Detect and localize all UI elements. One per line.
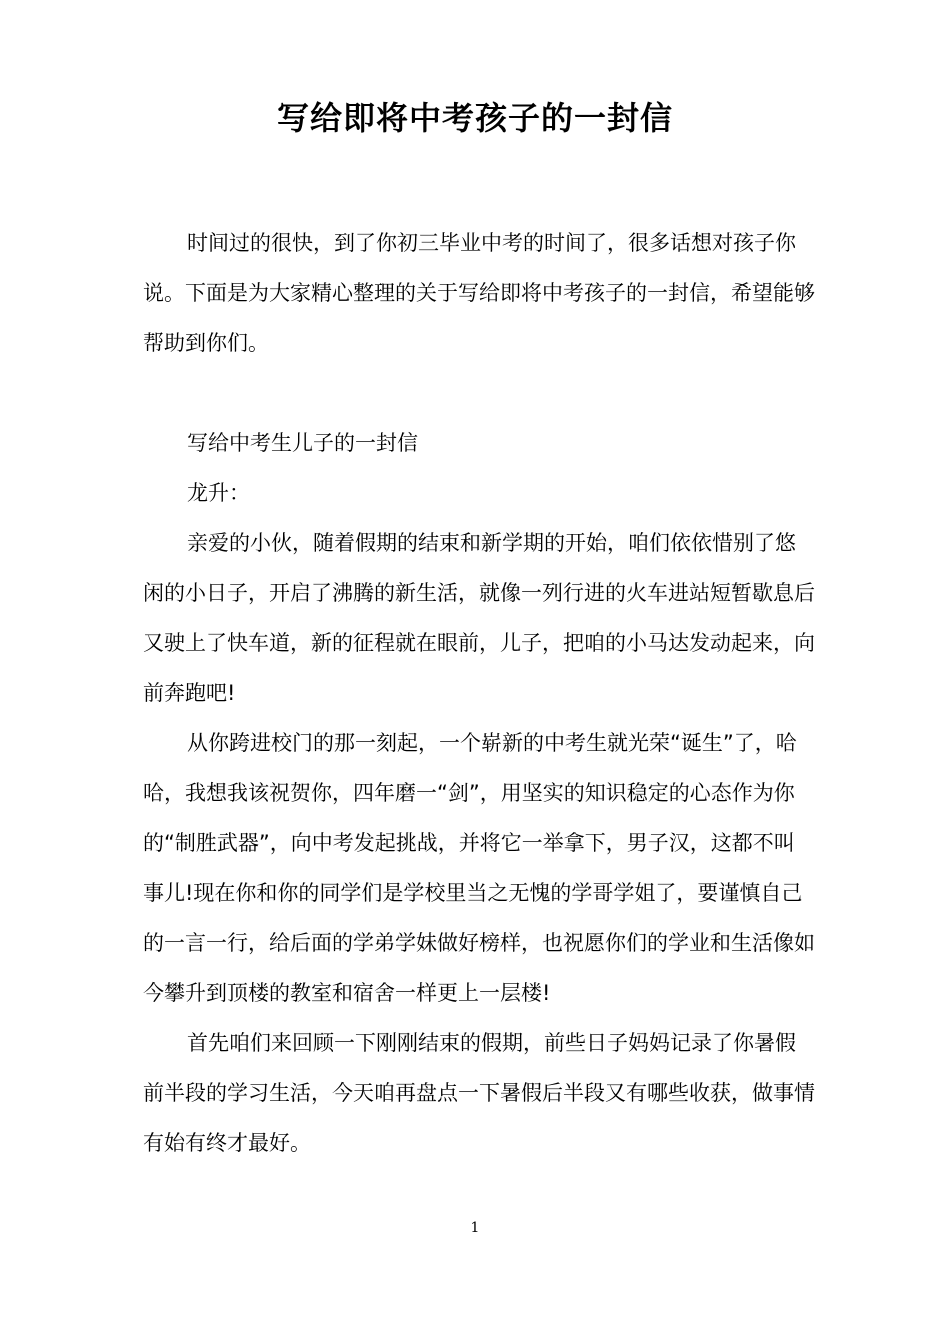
letter-heading: 写给中考生儿子的一封信 — [187, 431, 418, 455]
page-number: 1 — [470, 1220, 480, 1236]
document-title: 写给即将中考孩子的一封信 — [276, 99, 673, 137]
letter-salutation: 龙升： — [187, 481, 250, 505]
body-paragraph: 首先咱们来回顾一下刚刚结束的假期，前些日子妈妈记录了你暑假前半段的学习生活，今天咱再盘点一下暑假后半段又有哪些收获，做事情有始有终才最好。 — [143, 1031, 815, 1155]
intro-paragraph: 时间过的很快，到了你初三毕业中考的时间了，很多话想对孩子你说。下面是为大家精心整理的关于写给即将中考孩子的一封信，希望能够帮助到你们。 — [143, 231, 815, 355]
body-paragraph: 从你跨进校门的那一刻起，一个崭新的中考生就光荣“诞生”了，哈哈，我想我该祝贺你，四年磨一“剑”，用坚实的知识稳定的心态作为你的“制胜武器”，向中考发起挑战，并将它一举拿下，男子汉，这都不叫事儿!现在你和你的同学们是学校里当之无愧的学哥学姐了，要谨慎自己的一言一行，给后面的学弟学妹做好榜样，也祝愿你们的学业和生活像如今攀升到顶楼的教室和宿舍一样更上一层楼! — [143, 731, 815, 1005]
body-paragraph: 亲爱的小伙，随着假期的结束和新学期的开始，咱们依依惜别了悠闲的小日子，开启了沸腾的新生活，就像一列行进的火车进站短暂歇息后又驶上了快车道，新的征程就在眼前，儿子，把咱的小马达发动起来，向前奔跑吧! — [143, 531, 815, 705]
paragraph-spacer — [143, 368, 815, 418]
document-body — [143, 218, 815, 1168]
